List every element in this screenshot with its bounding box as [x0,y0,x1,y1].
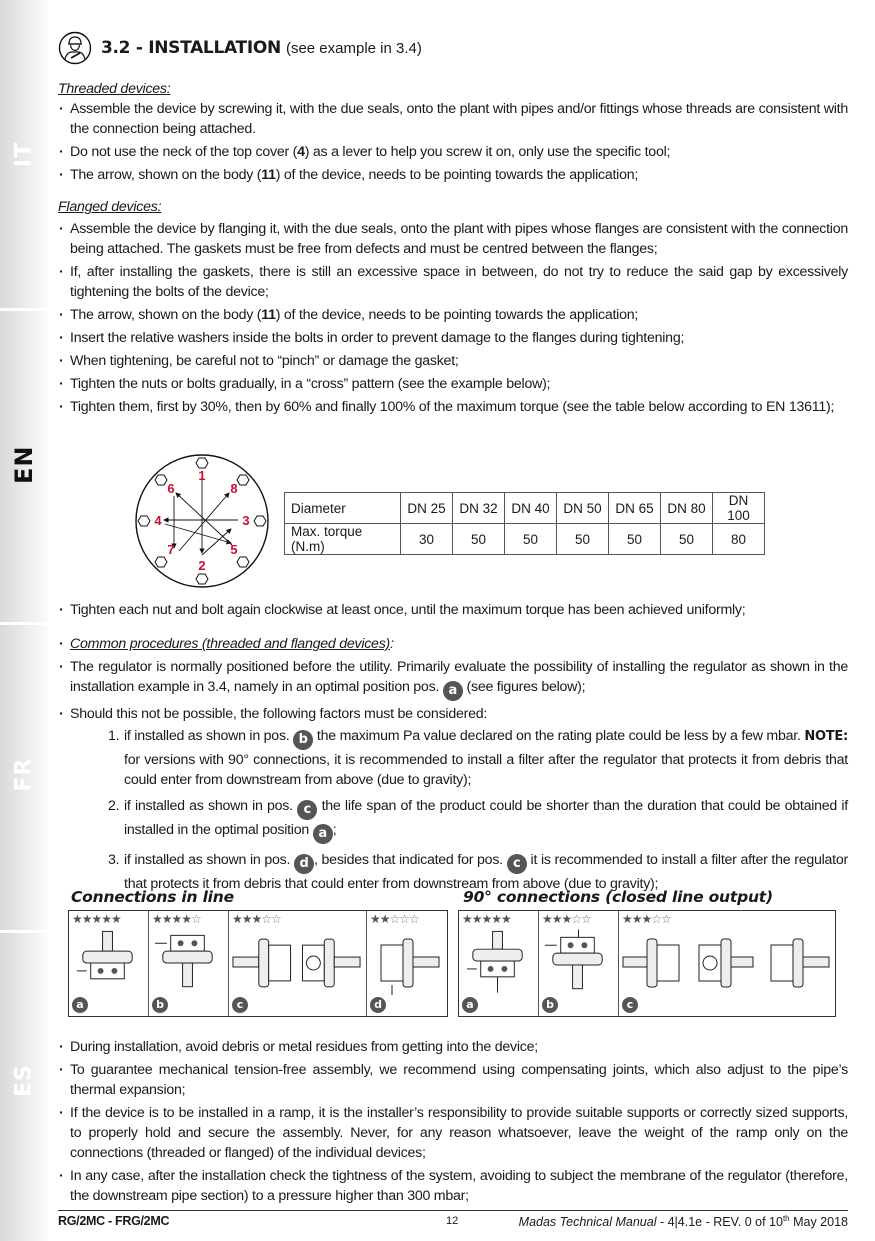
list-item: · The arrow, shown on the body (11) of the device, needs to be pointing towards the application; [58,165,848,185]
footer-divider [58,1210,848,1211]
factor-item: 2. if installed as shown in pos. c the life span of the product could be shorter than the duration that could be obtained if installed in the optimal position a ; [108,796,848,844]
table-row [285,524,765,555]
threaded-heading: Threaded devices: [58,81,171,97]
list-item: · During installation, avoid debris or metal residues from getting into the device; [58,1037,848,1057]
factor-item: 3. if installed as shown in pos. d , besides that indicated for pos. c it is recommended to install a filter after the regulator that protects it from debris that could enter from downstream from above (due to gravity); [108,852,848,892]
inline-connections-title: Connections in line [71,888,234,906]
table-cell: 80 [713,524,765,555]
factors-list [108,726,848,894]
position-badge: d [294,854,314,874]
torque-table [284,492,765,555]
bolt-label: 4 [154,513,162,528]
table-cell: 30 [401,524,453,555]
position-badge: a [443,681,463,701]
rating-stars: ★★☆☆☆ [370,912,419,926]
bolt-label: 2 [198,558,206,573]
manual-revision: Madas Technical Manual - 4|4.1e - REV. 0 of 10th May 2018 [518,1214,848,1230]
regulator-drawing-icon [459,929,538,999]
flanged-heading: Flanged devices: [58,199,162,215]
rating-stars: ★★★☆☆ [542,912,591,926]
common-list [58,634,848,900]
table-cell: DN 100 [713,493,765,524]
flange-cross-pattern-diagram [134,453,270,589]
figure-cell [619,911,835,1016]
row-header: Max. torque (N.m) [285,524,401,555]
section-header [58,30,422,66]
list-item: · Assemble the device by flanging it, with the due seals, onto the plant with pipes whose flanges are consistent with the connection being attached. The gaskets must be free from defects and must be centred between the flanges; [58,219,848,259]
page-number: 12 [446,1215,459,1227]
common-heading: Common procedures (threaded and flanged devices) [70,636,391,652]
figure-cell [539,911,619,1016]
position-badge: b [293,730,313,750]
lang-tab-en[interactable]: EN [10,445,38,484]
regulator-drawing-icon [619,929,835,999]
installer-worker-icon [58,31,92,65]
position-badge: c [622,997,638,1013]
list-item: · If the device is to be installed in a ramp, it is the installer’s responsibility to provide suitable supports or correctly sized supports, to properly hold and secure the assembly. Never, for any reason whatsoever, leave the weight of the ramp only on the connections (threaded or flanged) of the individual devices; [58,1103,848,1163]
list-item: · Assemble the device by screwing it, with the due seals, onto the plant with pipes and/or fittings whose threads are consistent with the connection being attached. [58,99,848,139]
list-item: · Insert the relative washers inside the bolts in order to prevent damage to the flanges during tightening; [58,328,848,348]
page-title: 3.2 - INSTALLATION [101,38,281,58]
rating-stars: ★★★★☆ [152,912,201,926]
after-table-list [58,600,848,623]
list-item: · In any case, after the installation check the tightness of the system, avoiding to subject the membrane of the regulator (therefore, the downstream pipe section) to a pressure higher than 300 mbar; [58,1166,848,1206]
factor-item: 1. if installed as shown in pos. b the maximum Pa value declared on the rating plate could be less by a few mbar. NOTE: for versions with 90° connections, it is recommended to install a filter after the regulator that protects it from debris that could enter from downstream from above (due to gravity); [108,728,848,788]
table-cell: DN 50 [557,493,609,524]
list-item: · If, after installing the gaskets, there is still an excessive space in between, do not try to reduce the said gap by excessively tightening the bolts of the device; [58,262,848,302]
regulator-drawing-icon [229,929,366,999]
figure-cell [367,911,447,1016]
bolt-label: 1 [198,468,206,483]
sidebar-divider [0,930,48,933]
model-code: RG/2MC - FRG/2MC [58,1214,170,1228]
lang-tab-it[interactable]: IT [11,141,37,168]
threaded-list [58,99,848,188]
figure-cell [229,911,367,1016]
position-badge: c [232,997,248,1013]
language-sidebar [0,0,48,1241]
list-item: · Tighten the nuts or bolts gradually, in a “cross” pattern (see the example below); [58,374,848,394]
rating-stars: ★★★☆☆ [622,912,671,926]
table-cell: 50 [661,524,713,555]
table-cell: DN 80 [661,493,713,524]
list-item: · Do not use the neck of the top cover (4) as a lever to help you screw it on, only use the specific tool; [58,142,848,162]
position-badge: b [152,997,168,1013]
table-cell: 50 [609,524,661,555]
table-cell: DN 32 [453,493,505,524]
position-badge: c [507,854,527,874]
list-item: · Tighten each nut and bolt again clockwise at least once, until the maximum torque has been achieved uniformly; [58,600,848,620]
list-item: · The regulator is normally positioned before the utility. Primarily evaluate the possibility of installing the regulator as shown in the installation example in 3.4, namely in an optimal position pos. a (see figures below); [58,657,848,701]
bolt-label: 5 [230,542,238,557]
position-badge: a [462,997,478,1013]
bolt-label: 7 [167,542,175,557]
figure-cell [149,911,229,1016]
regulator-drawing-icon [69,929,148,999]
ninety-connections-title: 90° connections (closed line output) [463,888,773,906]
table-cell: DN 25 [401,493,453,524]
regulator-drawing-icon [149,929,228,999]
regulator-drawing-icon [539,929,618,999]
list-item: · Common procedures (threaded and flanged devices): [58,634,848,654]
note-label: NOTE: [804,729,848,744]
list-item: · When tightening, be careful not to “pinch” or damage the gasket; [58,351,848,371]
position-badge: a [72,997,88,1013]
bolt-label: 3 [242,513,250,528]
table-cell: 50 [505,524,557,555]
sidebar-divider [0,308,48,311]
list-item: · Should this not be possible, the following factors must be considered: 1. if installed as shown in pos. b the maximum Pa value declared on the rating plate could be less by a few mbar. NOTE: for versions with 90° connections, it is recommended to install a filter after the regulator that protects it from debris that could enter from downstream from above (due to gravity); 2. if installed as shown in pos. c the life span of the product could be shorter than the duration that could be obtained if installed in the optimal position a ; 3. if installed as shown in pos. d , besides that indicated for pos. c it is recommended to install a filter after the regulator that protects it from debris that could enter from downstream from above (due to gravity); [58,704,848,894]
bolt-label: 8 [230,481,238,496]
rating-stars: ★★★★★ [72,912,121,926]
lang-tab-fr[interactable]: FR [11,757,37,792]
inline-connections-figure [68,910,448,1017]
flanged-list [58,219,848,420]
list-item: · The arrow, shown on the body (11) of the device, needs to be pointing towards the application; [58,305,848,325]
regulator-drawing-icon [367,929,447,999]
ninety-connections-figure [458,910,836,1017]
table-cell: DN 65 [609,493,661,524]
rating-stars: ★★★☆☆ [232,912,281,926]
figure-cell [69,911,149,1016]
sidebar-divider [0,622,48,625]
rating-stars: ★★★★★ [462,912,511,926]
table-cell: 50 [453,524,505,555]
table-cell: 50 [557,524,609,555]
figure-cell [459,911,539,1016]
bolt-label: 6 [167,481,175,496]
final-list [58,1037,848,1209]
row-header: Diameter [285,493,401,524]
table-cell: DN 40 [505,493,557,524]
list-item: · Tighten them, first by 30%, then by 60% and finally 100% of the maximum torque (see the table below according to EN 13611); [58,397,848,417]
position-badge: a [313,824,333,844]
position-badge: d [370,997,386,1013]
lang-tab-es[interactable]: ES [11,1064,37,1097]
list-item: · To guarantee mechanical tension-free assembly, we recommend using compensating joints, which also adjust to the pipe’s thermal expansion; [58,1060,848,1100]
page-subtitle: (see example in 3.4) [285,39,422,57]
position-badge: c [297,800,317,820]
table-row [285,493,765,524]
position-badge: b [542,997,558,1013]
